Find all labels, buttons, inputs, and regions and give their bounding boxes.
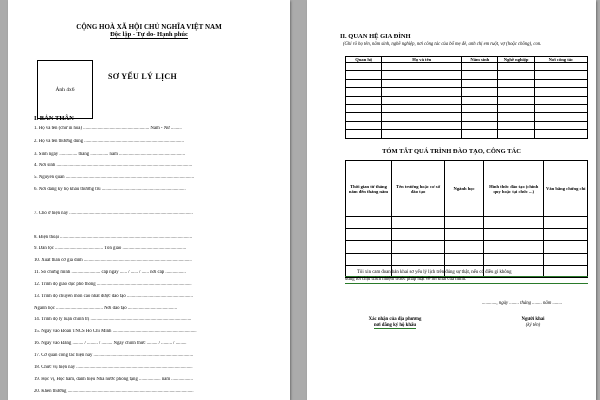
empty-cell: [534, 104, 587, 112]
empty-cell: [346, 63, 382, 71]
national-header: CỘNG HOÀ XÃ HỘI CHỦ NGHĨA VIỆT NAM: [76, 23, 222, 31]
empty-cell: [445, 229, 484, 241]
section-family-title: II. QUAN HỆ GIA ĐÌNH: [340, 33, 411, 40]
empty-cell: [483, 217, 544, 229]
empty-cell: [445, 217, 484, 229]
empty-cell: [382, 63, 462, 71]
empty-cell: [382, 79, 462, 87]
field-ethnicity-religion: 9. Dân tộc ........................................ Tôn giáo .....................................................: [34, 246, 187, 251]
field-highest-qualification: 13. Trình độ chuyên môn cao nhất được đào tạo .......................................................: [34, 294, 193, 299]
commitment-statement: [345, 270, 588, 284]
field-political-theory: 14. Trình độ lý luận chính trị ....................................................................................: [34, 317, 192, 322]
empty-cell: [346, 71, 382, 79]
family-table-row: [346, 113, 588, 121]
local-confirmation-block: [350, 317, 440, 329]
empty-cell: [382, 71, 462, 79]
family-table-row: [346, 96, 588, 104]
empty-cell: [346, 241, 392, 253]
empty-cell: [391, 241, 444, 253]
left-page: [8, 0, 290, 400]
right-page: [307, 0, 596, 400]
empty-cell: [498, 88, 534, 96]
empty-cell: [534, 71, 587, 79]
family-header-cell: Nghề nghiệp: [498, 57, 534, 63]
empty-cell: [445, 241, 484, 253]
empty-cell: [534, 121, 587, 129]
family-header-cell: Nơi công tác: [534, 57, 587, 63]
empty-cell: [498, 130, 534, 138]
training-header-cell: Hình thức đào tạo (chính quy hoặc tại chức ...): [483, 161, 544, 217]
field-birth-place: 4. Nơi sinh .................................................................................................................: [34, 163, 193, 168]
field-youth-union-date: 15. Ngày vào Đoàn TNCS Hồ Chí Minh ......................................................................: [34, 329, 197, 334]
empty-cell: [346, 130, 382, 138]
empty-cell: [483, 241, 544, 253]
training-table-header: [346, 161, 588, 217]
empty-cell: [498, 63, 534, 71]
empty-cell: [462, 130, 498, 138]
empty-cell: [346, 229, 392, 241]
family-header-cell: Họ và tên: [382, 57, 462, 63]
family-table-row: [346, 130, 588, 138]
field-common-name: 2. Họ và tên thường dùng ...................................................................................: [34, 139, 184, 144]
empty-cell: [544, 217, 588, 229]
empty-cell: [391, 253, 444, 265]
commitment-line-2: đúng tôi chịu trách nhiệm trước pháp luật về lời khai của mình.: [345, 277, 588, 284]
training-header-cell: Văn bằng chứng chỉ: [544, 161, 588, 217]
signature-date-line: ............, ngày ........ tháng ........ năm ........: [482, 301, 563, 306]
empty-cell: [346, 121, 382, 129]
empty-cell: [382, 104, 462, 112]
empty-cell: [391, 229, 444, 241]
training-header-cell: Thời gian từ tháng năm đến tháng năm: [346, 161, 392, 217]
family-header-cell: Quan hệ: [346, 57, 382, 63]
empty-cell: [498, 121, 534, 129]
training-header-cell: Ngành học: [445, 161, 484, 217]
national-motto: Độc lập - Tự do- Hạnh phúc: [110, 31, 188, 38]
document-title: SƠ YẾU LÝ LỊCH: [108, 72, 178, 81]
empty-cell: [382, 96, 462, 104]
empty-cell: [462, 88, 498, 96]
family-table-row: [346, 79, 588, 87]
field-academic-title: 19. Học vị, Học hàm, danh hiệu Nhà nước phong tặng .................. năm ..................: [34, 377, 193, 382]
empty-cell: [346, 96, 382, 104]
field-current-address: 7. Chỗ ở hiện nay .......................................................................................................: [34, 211, 193, 216]
field-hometown: 5. Nguyên quán ...........................................................................................................: [34, 175, 195, 180]
empty-cell: [346, 88, 382, 96]
training-table: [345, 160, 588, 278]
empty-cell: [346, 79, 382, 87]
empty-cell: [498, 104, 534, 112]
training-table-row: [346, 229, 588, 241]
family-table-row: [346, 63, 588, 71]
empty-cell: [544, 229, 588, 241]
empty-cell: [445, 253, 484, 265]
empty-cell: [534, 88, 587, 96]
empty-cell: [382, 88, 462, 96]
commitment-line-1: Tôi xin cam đoan bản khai sơ yếu lý lịch trên đúng sự thật, nếu có điều gì không: [345, 270, 588, 277]
family-table: [345, 56, 588, 139]
empty-cell: [462, 79, 498, 87]
training-table-row: [346, 241, 588, 253]
local-confirmation-title: Xác nhận của địa phương: [368, 317, 422, 322]
training-header-cell: Tên trường hoặc cơ sở đào tạo: [391, 161, 444, 217]
empty-cell: [346, 104, 382, 112]
empty-cell: [544, 241, 588, 253]
field-general-education: 12. Trình độ giáo dục phổ thông ...............................................................................: [34, 282, 192, 287]
empty-cell: [346, 113, 382, 121]
empty-cell: [498, 113, 534, 121]
empty-cell: [534, 130, 587, 138]
photo-label: Ảnh 4x6: [55, 86, 75, 93]
declarant-title: Người khai: [521, 317, 545, 322]
empty-cell: [534, 63, 587, 71]
empty-cell: [534, 96, 587, 104]
section-family-note: (Ghi rõ họ tên, năm sinh, nghề nghiệp, nơi công tác của bố mẹ đẻ, anh chị em ruột, vợ (hoặc chồng), con.: [343, 42, 542, 47]
empty-cell: [462, 63, 498, 71]
field-party-date: 16. Ngày vào Đảng ......... / ......... / ......... Ngày chính thức ......... / ......... / .........: [34, 341, 187, 346]
empty-cell: [462, 113, 498, 121]
empty-cell: [483, 229, 544, 241]
empty-cell: [462, 71, 498, 79]
empty-cell: [382, 130, 462, 138]
declarant-note: (ký tên): [525, 323, 541, 328]
family-table-row: [346, 88, 588, 96]
field-permanent-address: 6. Nơi đăng ký hộ khẩu thường trú ......................................................................: [34, 187, 186, 192]
training-summary-title: TÓM TẮT QUÁ TRÌNH ĐÀO TẠO, CÔNG TÁC: [382, 148, 521, 155]
empty-cell: [534, 79, 587, 87]
field-full-name: 1. Họ và tên (chữ in hoa) ....................................................... Nam - Nữ .........: [34, 126, 182, 131]
family-table-row: [346, 71, 588, 79]
empty-cell: [483, 253, 544, 265]
empty-cell: [382, 121, 462, 129]
empty-cell: [498, 79, 534, 87]
field-workplace: 17. Cơ quan công tác hiện nay ...................................................................................: [34, 353, 194, 358]
declarant-block: [503, 317, 563, 329]
field-major: Ngành học ....................................... Nơi đào tạo .........................................: [34, 306, 177, 311]
photo-box: [37, 60, 93, 119]
empty-cell: [544, 253, 588, 265]
empty-cell: [498, 71, 534, 79]
empty-cell: [346, 253, 392, 265]
empty-cell: [534, 113, 587, 121]
field-phone: 8. Điện thoại ..............................................................................................................: [34, 235, 193, 240]
training-table-row: [346, 217, 588, 229]
empty-cell: [391, 217, 444, 229]
empty-cell: [462, 121, 498, 129]
field-birth-date: 3. Sinh ngày ............... tháng ............... năm .......................................................: [34, 152, 185, 157]
family-table-row: [346, 104, 588, 112]
family-header-cell: Năm sinh: [462, 57, 498, 63]
empty-cell: [498, 96, 534, 104]
field-id-number: 11. Số chứng minh ........................ cấp ngày ...... / ...... / ...... nơi cấp .................: [34, 270, 186, 275]
empty-cell: [462, 104, 498, 112]
local-confirmation-subtitle: nơi đăng ký hộ khẩu: [373, 323, 417, 328]
field-position: 18. Chức vụ hiện nay .................................................................................................: [34, 365, 193, 370]
field-family-origin: 10. Xuất thân cơ gia đình ..........................................................................................: [34, 258, 192, 263]
family-table-row: [346, 121, 588, 129]
empty-cell: [346, 217, 392, 229]
training-table-row: [346, 253, 588, 265]
section-personal-title: I. BẢN THÂN: [34, 115, 74, 122]
empty-cell: [382, 113, 462, 121]
empty-cell: [462, 96, 498, 104]
field-awards: 20. Khen thưởng .........................................................................................................: [34, 389, 194, 394]
